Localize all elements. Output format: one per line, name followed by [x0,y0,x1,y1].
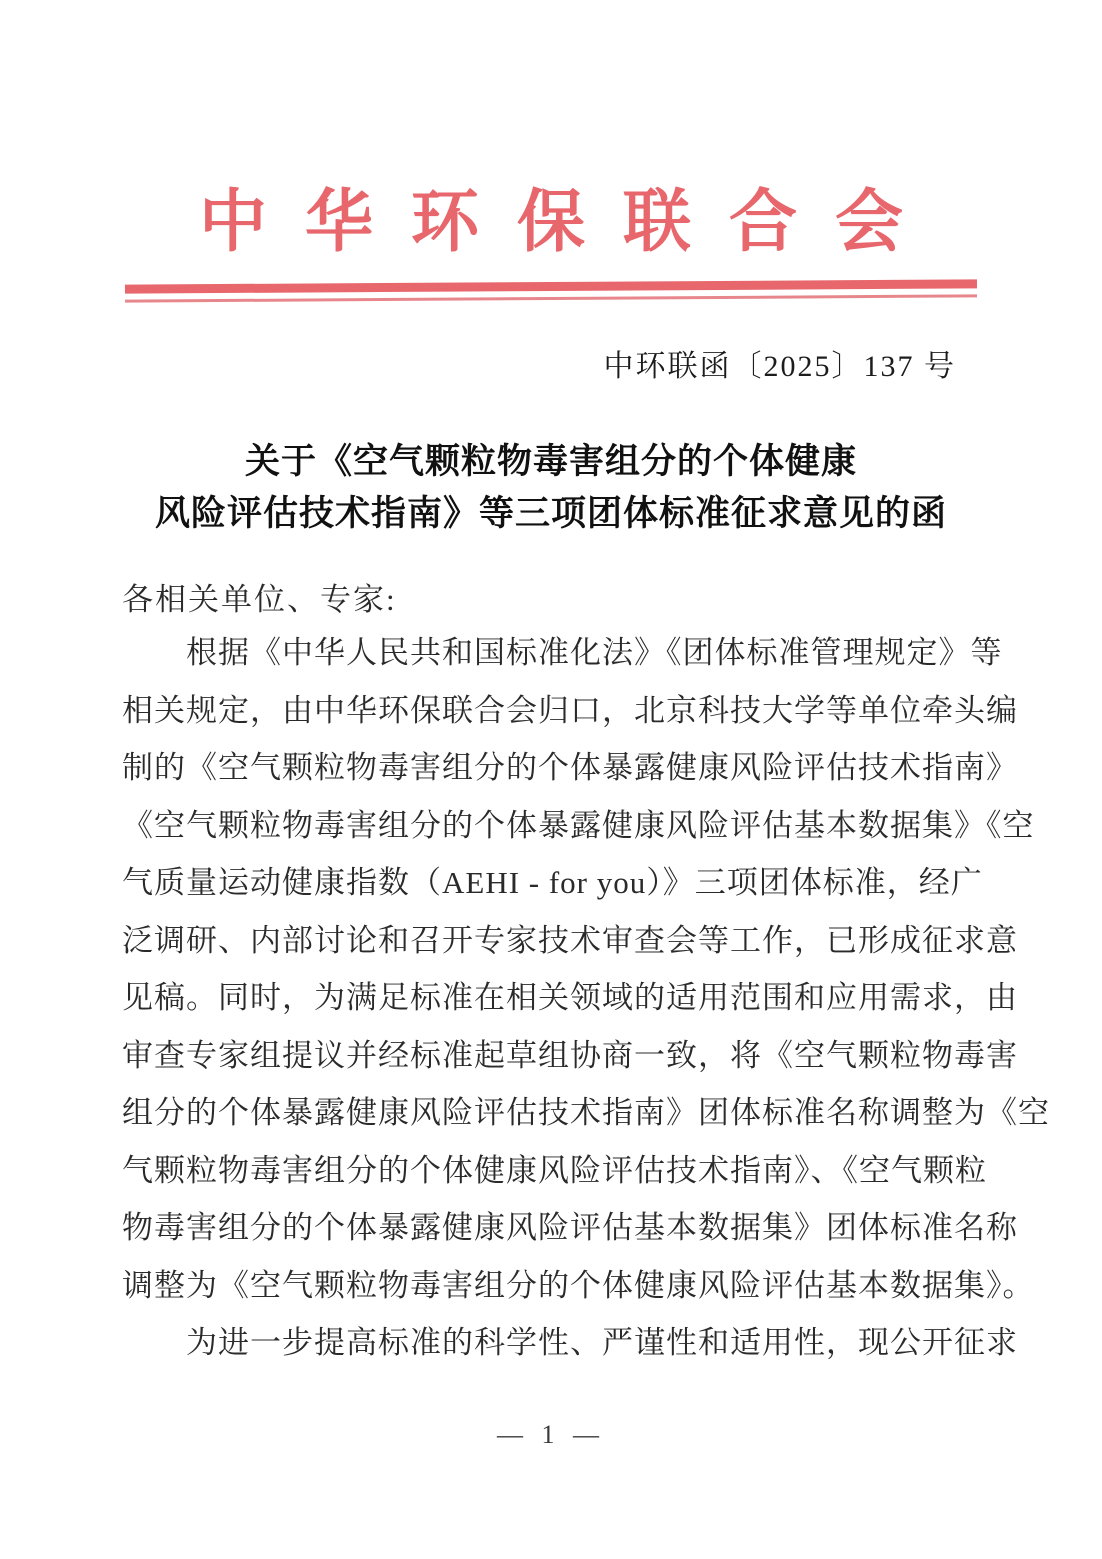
body-line: 相关规定，由中华环保联合会归口，北京科技大学等单位牵头编 [122,692,1018,728]
body-line: 见稿。同时，为满足标准在相关领域的适用范围和应用需求，由 [122,980,1018,1015]
document-title-line-1: 关于《空气颗粒物毒害组分的个体健康 [244,442,857,481]
body-line: 制的《空气颗粒物毒害组分的个体暴露健康风险评估技术指南》 [122,750,1018,785]
document-title-line-2: 风险评估技术指南》等三项团体标准征求意见的函 [154,494,947,533]
letterhead-org-name: 中华环保联合会 [198,184,941,260]
letterhead-divider [125,279,977,302]
salutation: 各相关单位、专家: [122,582,397,617]
body-line: 泛调研、内部讨论和召开专家技术审查会等工作，已形成征求意 [122,922,1018,958]
body-line: 组分的个体暴露健康风险评估技术指南》团体标准名称调整为《空 [122,1095,1050,1130]
letterhead-divider-thin-line [125,294,977,302]
letterhead-divider-thick-line [125,279,977,293]
body-line: 根据《中华人民共和国标准化法》《团体标准管理规定》等 [186,635,1003,670]
document-reference-number: 中环联函〔2025〕137 号 [603,350,956,383]
page-number: — 1 — [497,1419,605,1449]
body-line: 为进一步提高标准的科学性、严谨性和适用性，现公开征求 [186,1325,1018,1360]
body-line: 调整为《空气颗粒物毒害组分的个体健康风险评估基本数据集》。 [122,1267,1035,1303]
body-line: 物毒害组分的个体暴露健康风险评估基本数据集》团体标准名称 [122,1210,1018,1245]
body-line: 审查专家组提议并经标准起草组协商一致，将《空气颗粒物毒害 [122,1037,1018,1073]
document-title [0,436,1102,540]
body-text [122,624,1050,1372]
body-line: 《空气颗粒物毒害组分的个体暴露健康风险评估基本数据集》《空 [122,807,1035,843]
body-line: 气质量运动健康指数（AEHI - for you）》三项团体标准，经广 [122,865,983,900]
body-line: 气颗粒物毒害组分的个体健康风险评估技术指南》、《空气颗粒 [122,1152,987,1188]
